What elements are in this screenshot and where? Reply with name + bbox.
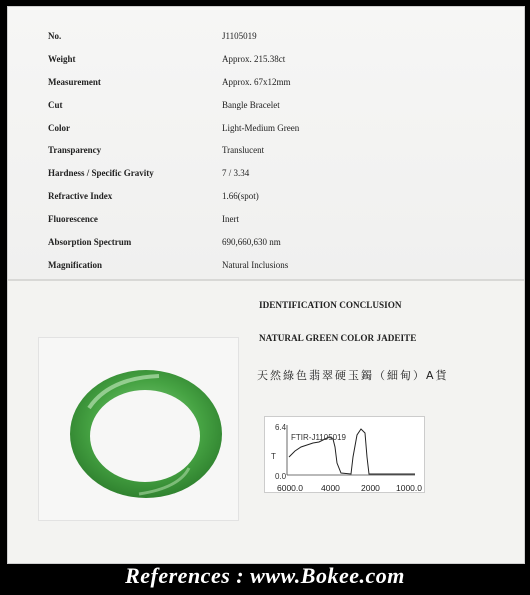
spec-value: Natural Inclusions (222, 259, 289, 270)
spec-label: Weight (48, 53, 76, 64)
x-tick-6000: 6000.0 (277, 483, 303, 493)
spec-value: Inert (222, 214, 239, 225)
fold-divider (8, 279, 524, 281)
x-tick-1000: 1000.0 (396, 483, 422, 493)
spec-row (8, 161, 524, 184)
specifications-panel (8, 7, 524, 279)
y-axis-letter: T (271, 452, 276, 461)
spec-label: Transparency (48, 145, 102, 156)
spec-value: Light-Medium Green (222, 122, 300, 133)
spec-value: 7 / 3.34 (222, 168, 250, 179)
spec-row (8, 93, 524, 116)
y-axis-top-label: 6.4 (275, 423, 287, 432)
spec-label: Hardness / Specific Gravity (48, 168, 154, 179)
spec-row (8, 24, 524, 47)
spec-label: Absorption Spectrum (48, 237, 132, 248)
conclusion-chinese: 天然綠色翡翠硬玉鐲（細甸）A貨 (257, 369, 449, 382)
spec-value: Bangle Bracelet (222, 99, 280, 110)
ftir-sample-label: FTIR-J1105019 (291, 433, 346, 442)
spec-label: Measurement (48, 76, 101, 87)
spec-value: Translucent (222, 145, 265, 156)
spec-label: No. (48, 31, 62, 41)
spec-label: Color (48, 122, 70, 133)
spec-value: J1105019 (222, 31, 257, 41)
spec-label: Cut (48, 99, 63, 110)
spec-value: Approx. 67x12mm (222, 76, 291, 87)
conclusion-heading: IDENTIFICATION CONCLUSION (259, 300, 402, 310)
spec-row (8, 207, 524, 230)
spec-label: Refractive Index (48, 191, 113, 202)
spec-label: Magnification (48, 259, 102, 270)
spec-value: 690,660,630 nm (222, 237, 281, 248)
x-tick-4000: 4000 (321, 483, 340, 493)
y-axis-bottom-label: 0.0 (275, 472, 287, 481)
spec-row (8, 70, 524, 93)
spec-row (8, 184, 524, 207)
bangle-photo (38, 337, 239, 521)
spec-row (8, 138, 524, 161)
x-tick-2000: 2000 (361, 483, 380, 493)
references-footer: References : www.Bokee.com (125, 563, 405, 588)
spec-table (8, 24, 524, 276)
bangle-hole (90, 390, 200, 482)
spec-row (8, 47, 524, 70)
spec-row (8, 230, 524, 253)
spec-value: Approx. 215.38ct (222, 53, 286, 64)
spec-row (8, 116, 524, 139)
spec-label: Fluorescence (48, 214, 98, 225)
conclusion-result: NATURAL GREEN COLOR JADEITE (259, 333, 417, 343)
spec-row (8, 253, 524, 276)
spec-value: 1.66(spot) (222, 191, 259, 202)
ftir-spectrum (264, 416, 425, 493)
